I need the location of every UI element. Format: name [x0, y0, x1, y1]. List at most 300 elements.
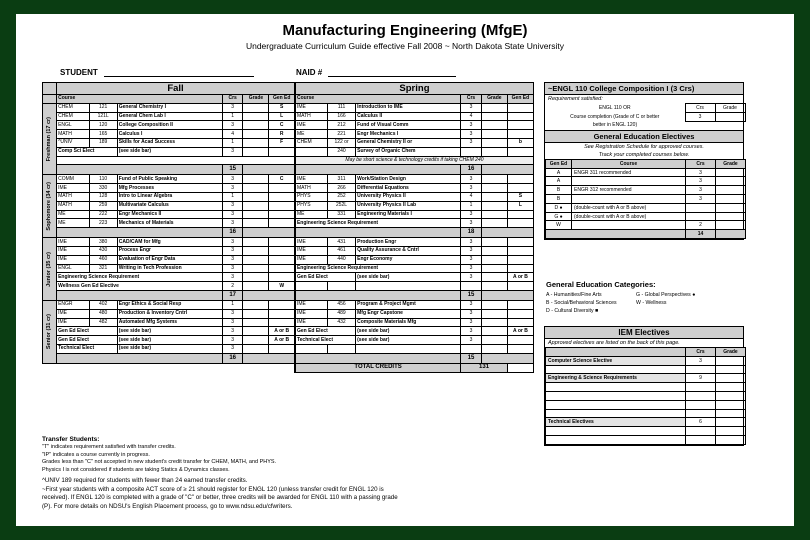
fall-course-grade[interactable]	[243, 192, 269, 201]
spring-course-title: Engr Economy	[356, 255, 461, 264]
fall-course-grade[interactable]	[243, 255, 269, 264]
engl110-crs-value: 3	[685, 112, 715, 121]
spring-course-num: 461	[327, 246, 355, 255]
spring-course-grade[interactable]	[481, 138, 507, 147]
fall-course-grade[interactable]	[243, 103, 269, 112]
senior-total-row	[43, 353, 534, 363]
iem-group-crs: 3	[686, 356, 716, 365]
fall-course-grade[interactable]	[243, 264, 269, 273]
spring-course-grade[interactable]	[481, 201, 507, 210]
iem-blank-crs[interactable]	[686, 427, 716, 436]
fall-course-num: 165	[89, 130, 117, 139]
spring-course-title: Composite Materials Mfg	[356, 318, 461, 327]
fall-course-dept: ME	[57, 219, 90, 228]
fall-course-dept: ME	[57, 210, 90, 219]
fall-course-grade[interactable]	[243, 112, 269, 121]
spring-course-num: 432	[327, 318, 355, 327]
spring-course-num: 111	[327, 103, 355, 112]
gened-category-row	[546, 292, 742, 298]
curriculum-guide-page	[16, 14, 794, 526]
fall-course-crs: 3	[222, 184, 243, 193]
iem-blank-grade[interactable]	[716, 427, 746, 436]
freshman-year-text: Freshman (17 cr)	[46, 116, 53, 162]
gened-total-spacer	[546, 230, 686, 239]
spring-course-grade[interactable]	[481, 147, 507, 156]
spring-course-label: Gen Ed Elect	[295, 273, 356, 282]
iem-group-grade[interactable]	[716, 356, 746, 365]
fall-course-grade[interactable]	[243, 238, 269, 247]
spring-course-gened	[507, 309, 533, 318]
spring-course-grade[interactable]	[481, 175, 507, 184]
spring-course-dept: IME	[295, 103, 328, 112]
spring-total: 15	[461, 290, 482, 300]
fall-course-gened: C	[269, 175, 295, 184]
spring-course-title: Program & Project Mgmt	[356, 300, 461, 309]
spring-course-dept: ME	[295, 210, 328, 219]
spring-course-grade[interactable]	[481, 282, 507, 291]
spring-course-num	[327, 282, 355, 291]
fall-course-crs: 3	[222, 264, 243, 273]
fall-course-grade[interactable]	[243, 344, 269, 353]
spring-course-crs: 3	[461, 184, 482, 193]
spring-course-label: Engineering Science Requirement	[295, 219, 461, 228]
fall-course-num: 380	[89, 238, 117, 247]
spring-course-dept	[295, 147, 328, 156]
spring-course-title: Work/Station Design	[356, 175, 461, 184]
fall-course-grade[interactable]	[243, 309, 269, 318]
fall-course-num: 402	[89, 300, 117, 309]
iem-blank-crs[interactable]	[686, 400, 716, 409]
gened-grade[interactable]	[716, 195, 746, 204]
iem-electives-box	[544, 326, 744, 446]
fall-course-gened	[269, 344, 295, 353]
spring-course-dept: MATH	[295, 112, 328, 121]
spring-course-title: Quality Assurance & Cntrl	[356, 246, 461, 255]
spring-course-crs: 3	[461, 238, 482, 247]
iem-blank-crs[interactable]	[686, 409, 716, 418]
fall-course-title: Process Engr	[117, 246, 222, 255]
gened-category-left: A - Humanities/Fine Arts	[546, 292, 602, 298]
gened-row	[546, 212, 746, 221]
spring-course-num: 166	[327, 112, 355, 121]
spring-course-crs: 3	[461, 175, 482, 184]
spring-course-dept: IME	[295, 255, 328, 264]
footnote-engl-3: (P). For more details on NDSU's English Placement process, go to www.ndsu.edu/cfwriters.	[42, 502, 293, 510]
total-credits-row	[43, 363, 534, 372]
fall-course-gened	[269, 255, 295, 264]
iem-blank-crs[interactable]	[686, 391, 716, 400]
spring-course-title: (see side bar)	[356, 327, 461, 336]
iem-group-grade[interactable]	[716, 374, 746, 383]
sophomore-course-row	[43, 219, 534, 228]
gened-course	[572, 177, 686, 186]
junior-course-row	[43, 246, 534, 255]
term-header-row	[43, 83, 534, 95]
spring-total-spacer	[295, 228, 461, 238]
spring-course-grade[interactable]	[481, 103, 507, 112]
iem-blank-row	[546, 365, 746, 374]
transfer-note-2: "IP" indicates a course currently in progress.	[42, 451, 150, 458]
transfer-note-1: "T" indicates requirement satisfied with transfer credits.	[42, 444, 176, 450]
spring-course-dept: PHYS	[295, 192, 328, 201]
spring-course-title: General Chemistry II or	[356, 138, 461, 147]
gened-hdr-course: Course	[572, 159, 686, 168]
gened-header-row	[546, 159, 746, 168]
spring-course-gened	[507, 103, 533, 112]
junior-course-row	[43, 255, 534, 264]
spring-course-title: Engr Mechanics I	[356, 130, 461, 139]
iem-blank-grade[interactable]	[716, 435, 746, 444]
spring-course-dept: IME	[295, 121, 328, 130]
fall-course-num: 223	[89, 219, 117, 228]
spring-course-num: 266	[327, 184, 355, 193]
spring-course-crs: 3	[461, 219, 482, 228]
fall-course-title: Intro to Linear Algebra	[117, 192, 222, 201]
fall-course-dept: IME	[57, 255, 90, 264]
fall-course-grade[interactable]	[243, 219, 269, 228]
spring-course-grade[interactable]	[481, 273, 507, 282]
fall-course-gened: R	[269, 130, 295, 139]
engl110-grade-cell[interactable]	[715, 112, 745, 121]
fall-course-title: (see side bar)	[117, 327, 222, 336]
gened-grade[interactable]	[716, 212, 746, 221]
spring-total-fill	[481, 228, 533, 238]
spring-course-crs: 3	[461, 336, 482, 345]
fall-course-crs: 3	[222, 344, 243, 353]
junior-year-label	[43, 238, 57, 301]
spring-course-num: 331	[327, 210, 355, 219]
spring-course-grade[interactable]	[481, 121, 507, 130]
fall-total-fill	[243, 353, 295, 363]
fall-course-dept: MATH	[57, 192, 90, 201]
fall-course-title: General Chemistry I	[117, 103, 222, 112]
fall-course-grade[interactable]	[243, 184, 269, 193]
freshman-course-row	[43, 103, 534, 112]
fall-course-num: 259	[89, 201, 117, 210]
iem-blank-course[interactable]	[546, 383, 686, 392]
fall-course-dept: ^UNIV	[57, 138, 90, 147]
spring-course-title: Mfg Engr Capstone	[356, 309, 461, 318]
fall-course-gened: C	[269, 121, 295, 130]
fall-course-dept: MATH	[57, 130, 90, 139]
gened-electives-table	[545, 159, 746, 239]
fall-course-grade[interactable]	[243, 300, 269, 309]
fall-course-gened: A or B	[269, 336, 295, 345]
iem-blank-course[interactable]	[546, 400, 686, 409]
engl110-title: ~ENGL 110 College Composition I (3 Crs)	[545, 83, 743, 95]
iem-electives-title: IEM Electives	[545, 327, 743, 339]
spring-course-grade[interactable]	[481, 210, 507, 219]
curriculum-table	[42, 82, 534, 373]
spring-course-grade[interactable]	[481, 192, 507, 201]
fall-course-grade[interactable]	[243, 147, 269, 156]
spring-course-title: Fund of Visual Comm	[356, 121, 461, 130]
spring-course-gened	[507, 219, 533, 228]
spring-course-grade[interactable]	[481, 130, 507, 139]
iem-blank-row	[546, 409, 746, 418]
iem-blank-crs[interactable]	[686, 365, 716, 374]
fall-hdr-course: Course	[57, 95, 223, 104]
spring-course-crs: 3	[461, 138, 482, 147]
spring-course-gened	[507, 318, 533, 327]
fall-total: 15	[222, 165, 243, 175]
iem-group-label: Computer Science Elective	[546, 356, 686, 365]
sophomore-year-text: Sophomore (34 cr)	[46, 181, 53, 231]
spring-course-crs: 3	[461, 318, 482, 327]
junior-course-row	[43, 264, 534, 273]
spring-course-dept: IME	[295, 300, 328, 309]
gened-row	[546, 195, 746, 204]
fall-course-crs: 3	[222, 210, 243, 219]
fall-course-num: 189	[89, 138, 117, 147]
page-subtitle: Undergraduate Curriculum Guide effective Fall 2008 ~ North Dakota State University	[245, 41, 565, 51]
fall-course-gened: W	[269, 282, 295, 291]
footnote-engl-2: received). If ENGL 120 is completed with a grade of "C" or better, three credits will be awarded for ENGL 110 with a passing grade	[42, 494, 398, 501]
gened-row	[546, 177, 746, 186]
iem-blank-grade[interactable]	[716, 365, 746, 374]
spring-course-gened	[507, 255, 533, 264]
fall-course-crs: 1	[222, 192, 243, 201]
spring-course-grade[interactable]	[481, 336, 507, 345]
fall-course-grade[interactable]	[243, 201, 269, 210]
iem-blank-grade[interactable]	[716, 409, 746, 418]
gened-grade[interactable]	[716, 177, 746, 186]
spring-course-crs	[461, 147, 482, 156]
fall-course-crs: 1	[222, 112, 243, 121]
junior-course-row	[43, 282, 534, 291]
iem-blank-course[interactable]	[546, 391, 686, 400]
fall-course-grade[interactable]	[243, 121, 269, 130]
spring-course-grade[interactable]	[481, 255, 507, 264]
footnotes	[42, 477, 522, 511]
spring-course-gened	[507, 112, 533, 121]
fall-course-grade[interactable]	[243, 210, 269, 219]
fall-course-grade[interactable]	[243, 175, 269, 184]
spring-course-grade[interactable]	[481, 219, 507, 228]
spring-course-grade[interactable]	[481, 300, 507, 309]
fall-total-spacer	[57, 290, 223, 300]
spring-course-crs: 3	[461, 121, 482, 130]
iem-blank-grade[interactable]	[716, 383, 746, 392]
freshman-note-row	[43, 156, 534, 165]
spring-course-crs: 1	[461, 201, 482, 210]
spring-course-gened	[507, 210, 533, 219]
iem-group-row	[546, 356, 746, 365]
spring-course-num	[327, 344, 355, 353]
senior-course-row	[43, 300, 534, 309]
fall-course-dept: CHEM	[57, 103, 90, 112]
gened-total: 14	[686, 230, 716, 239]
spring-course-grade[interactable]	[481, 318, 507, 327]
fall-course-grade[interactable]	[243, 246, 269, 255]
fall-course-gened	[269, 219, 295, 228]
spring-course-grade[interactable]	[481, 309, 507, 318]
iem-group-row	[546, 374, 746, 383]
gened-hdr-grade: Grade	[716, 159, 746, 168]
fall-total-spacer	[57, 228, 223, 238]
iem-blank-row	[546, 435, 746, 444]
fall-course-crs: 3	[222, 175, 243, 184]
spring-course-crs: 3	[461, 300, 482, 309]
fall-course-crs: 3	[222, 201, 243, 210]
iem-blank-course[interactable]	[546, 365, 686, 374]
fall-course-grade[interactable]	[243, 327, 269, 336]
iem-blank-row	[546, 427, 746, 436]
iem-blank-course[interactable]	[546, 427, 686, 436]
spring-course-gened	[507, 238, 533, 247]
fall-course-title: (see side bar)	[117, 336, 222, 345]
iem-blank-row	[546, 383, 746, 392]
spring-course-gened: b	[507, 138, 533, 147]
sophomore-course-row	[43, 192, 534, 201]
naid-label: NAID #	[296, 68, 323, 77]
student-field	[60, 68, 254, 77]
fall-course-title: Writing in Tech Profession	[117, 264, 222, 273]
fall-course-num: 321	[89, 264, 117, 273]
iem-blank-course[interactable]	[546, 409, 686, 418]
iem-hdr-blank	[546, 348, 686, 357]
transfer-note-3: Grades less than "C" not accepted in new student's credit transfer for CHEM, MATH, and PHYS.	[42, 459, 277, 466]
senior-course-row	[43, 318, 534, 327]
fall-course-grade[interactable]	[243, 282, 269, 291]
gened-crs: 3	[686, 195, 716, 204]
spring-course-title: Calculus II	[356, 112, 461, 121]
fall-total-fill	[243, 290, 295, 300]
spring-course-grade[interactable]	[481, 238, 507, 247]
senior-course-row	[43, 344, 534, 353]
fall-course-label: Engineering Science Requirement	[57, 273, 223, 282]
iem-hdr-crs: Crs	[686, 348, 716, 357]
spring-course-num: 240	[327, 147, 355, 156]
fall-total: 17	[222, 290, 243, 300]
spring-course-title: Production Engr	[356, 238, 461, 247]
iem-blank-crs[interactable]	[686, 435, 716, 444]
spring-course-grade[interactable]	[481, 246, 507, 255]
spring-total-spacer	[295, 165, 461, 175]
iem-blank-row	[546, 391, 746, 400]
fall-course-title: Calculus I	[117, 130, 222, 139]
term-spacer	[43, 83, 57, 95]
term-spring: Spring	[295, 83, 534, 95]
gened-electives-sub2: Track your completed courses below.	[598, 151, 690, 158]
gened-category-row	[546, 300, 742, 306]
fall-course-crs: 3	[222, 327, 243, 336]
fall-course-num: 110	[89, 175, 117, 184]
fall-course-crs: 3	[222, 309, 243, 318]
fall-total-spacer	[57, 165, 223, 175]
spring-total-fill	[481, 353, 533, 363]
spring-course-gened	[507, 246, 533, 255]
fall-course-num: 480	[89, 309, 117, 318]
iem-group-grade[interactable]	[716, 418, 746, 427]
fall-course-grade[interactable]	[243, 130, 269, 139]
student-name-blank[interactable]	[104, 68, 254, 77]
iem-blank-course[interactable]	[546, 435, 686, 444]
total-credits-label: TOTAL CREDITS	[295, 363, 461, 372]
fall-course-title: (see side bar)	[117, 344, 222, 353]
spring-course-gened	[507, 184, 533, 193]
fall-course-num: 482	[89, 318, 117, 327]
gened-row	[546, 168, 746, 177]
gened-electives-title: General Education Electives	[545, 130, 743, 143]
fall-course-crs: 3	[222, 255, 243, 264]
iem-blank-grade[interactable]	[716, 391, 746, 400]
fall-course-gened: S	[269, 103, 295, 112]
fall-course-dept: ENGL	[57, 121, 90, 130]
iem-group-label: Engineering & Science Requirements	[546, 374, 686, 383]
fall-course-num: 330	[89, 184, 117, 193]
fall-course-grade[interactable]	[243, 273, 269, 282]
spring-course-crs	[461, 282, 482, 291]
gened-code: A	[546, 168, 572, 177]
fall-course-crs: 3	[222, 238, 243, 247]
spring-course-gened	[507, 344, 533, 353]
fall-course-grade[interactable]	[243, 318, 269, 327]
spring-hdr-course: Course	[295, 95, 461, 104]
gened-grade[interactable]	[716, 186, 746, 195]
spring-course-grade[interactable]	[481, 327, 507, 336]
fall-course-gened	[269, 238, 295, 247]
fall-course-gened	[269, 192, 295, 201]
fall-course-crs: 3	[222, 336, 243, 345]
spring-course-num: 221	[327, 130, 355, 139]
spring-course-gened: S	[507, 192, 533, 201]
fall-course-dept: MATH	[57, 201, 90, 210]
gened-course	[572, 195, 686, 204]
junior-course-row	[43, 273, 534, 282]
gened-crs: 2	[686, 221, 716, 230]
fall-course-label: Wellness Gen Ed Elective	[57, 282, 223, 291]
fall-course-num: 121	[89, 103, 117, 112]
fall-course-gened	[269, 210, 295, 219]
spring-course-num: 122 or	[327, 138, 355, 147]
gened-hdr-gened: Gen Ed	[546, 159, 572, 168]
spring-course-crs: 3	[461, 255, 482, 264]
spring-course-grade[interactable]	[481, 264, 507, 273]
spring-course-grade[interactable]	[481, 112, 507, 121]
spring-course-grade[interactable]	[481, 344, 507, 353]
fall-hdr-crs: Crs	[222, 95, 243, 104]
naid-blank[interactable]	[328, 68, 456, 77]
spring-course-grade[interactable]	[481, 184, 507, 193]
spring-course-title: University Physics II	[356, 192, 461, 201]
fall-course-gened: L	[269, 112, 295, 121]
spring-course-title: (see side bar)	[356, 273, 461, 282]
gened-crs	[686, 203, 716, 212]
fall-course-gened	[269, 300, 295, 309]
spring-course-dept: IME	[295, 318, 328, 327]
iem-electives-sub: Approved electives are listed on the back of this page.	[548, 340, 680, 346]
iem-blank-grade[interactable]	[716, 400, 746, 409]
spring-total: 15	[461, 353, 482, 363]
gened-total-row	[546, 230, 746, 239]
spring-course-label: Engineering Science Requirement	[295, 264, 461, 273]
hdr-spacer	[43, 95, 57, 104]
gened-grade[interactable]	[716, 203, 746, 212]
fall-course-crs: 4	[222, 130, 243, 139]
fall-course-crs: 2	[222, 282, 243, 291]
gened-code: B	[546, 195, 572, 204]
fall-total: 16	[222, 228, 243, 238]
fall-course-grade[interactable]	[243, 138, 269, 147]
fall-course-crs: 3	[222, 147, 243, 156]
iem-blank-crs[interactable]	[686, 383, 716, 392]
fall-course-grade[interactable]	[243, 336, 269, 345]
gened-grade[interactable]	[716, 168, 746, 177]
gened-grade[interactable]	[716, 221, 746, 230]
gened-categories-title: General Education Categories:	[546, 280, 656, 289]
freshman-course-row	[43, 138, 534, 147]
